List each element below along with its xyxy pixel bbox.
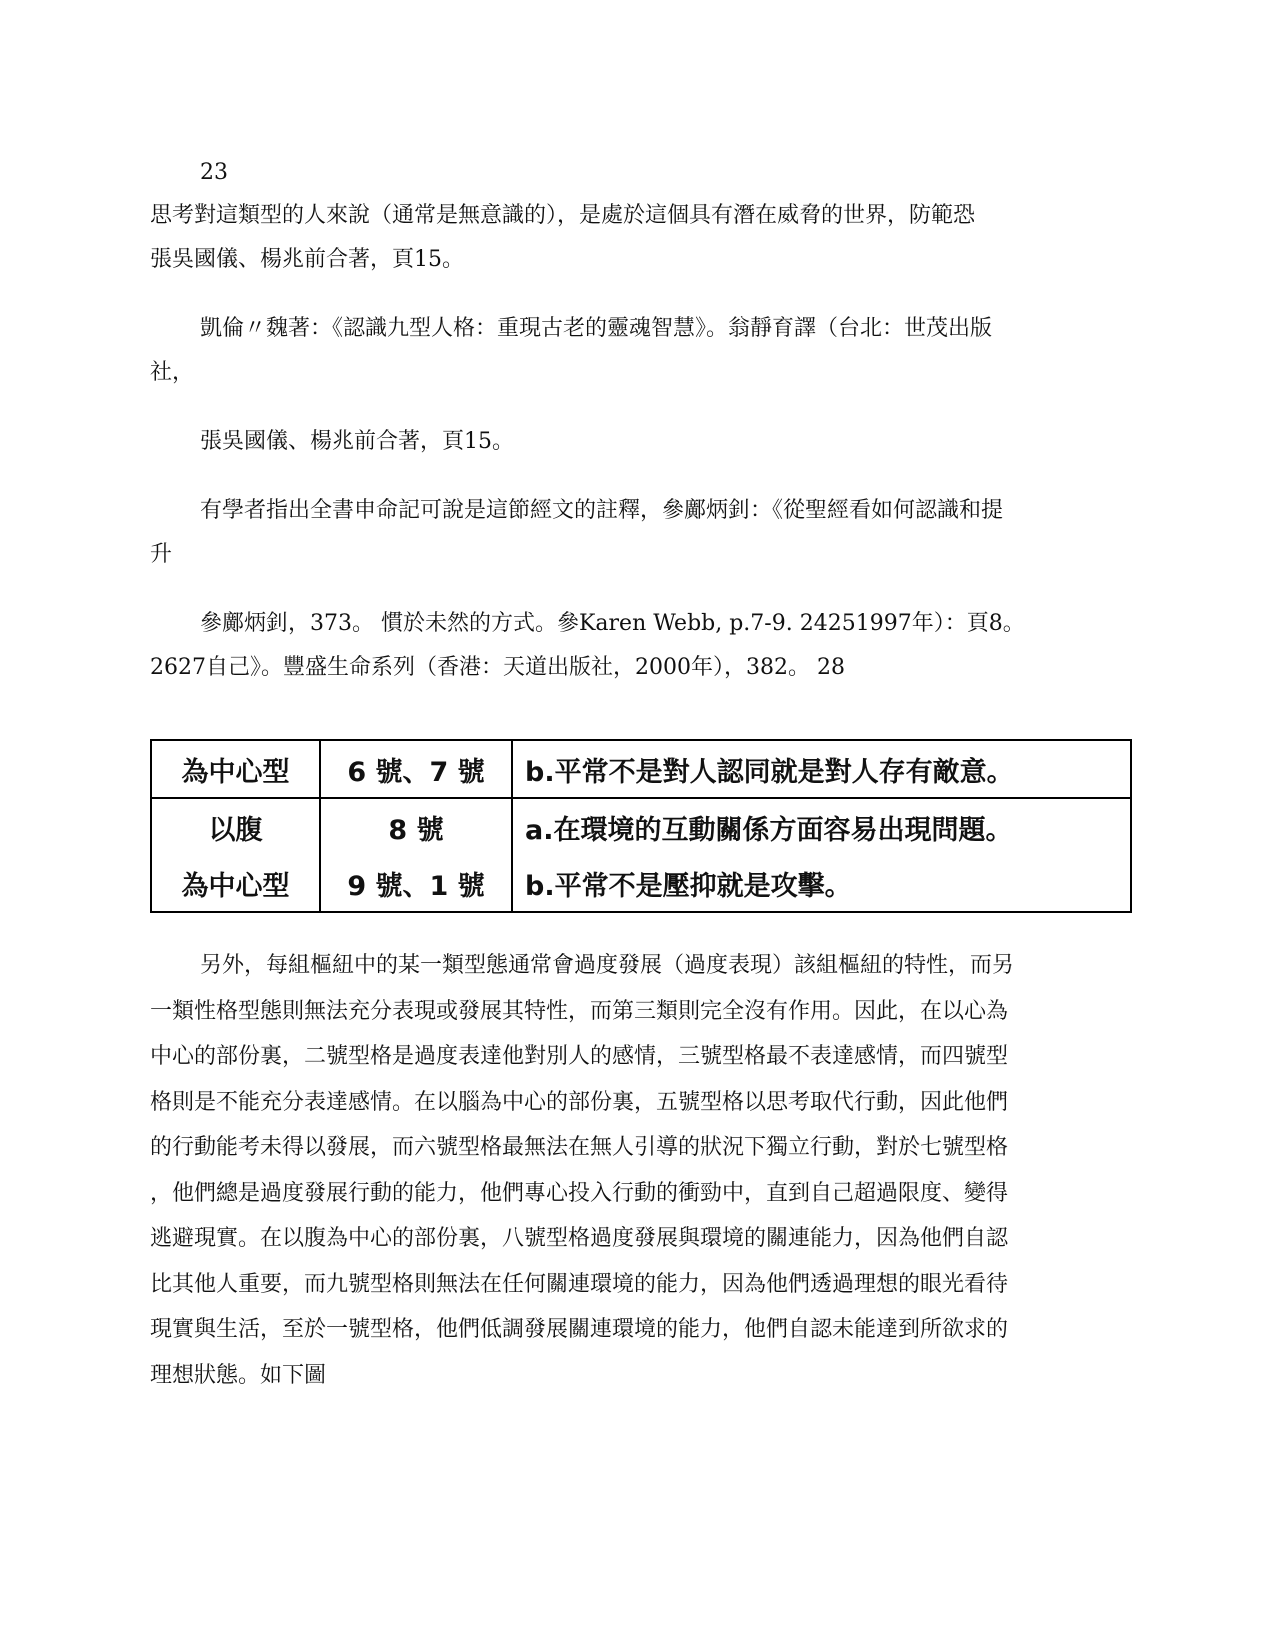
- footnote-line: 參鄺炳釗，373。 慣於未然的方式。參Karen Webb, p.7-9. 24251997年）：頁8。: [200, 611, 1025, 636]
- footnote-line: 有學者指出全書申命記可說是這節經文的註釋，參鄺炳釗：《從聖經看如何認識和提: [200, 498, 1004, 523]
- body-line: ，他們總是過度發展行動的能力，他們專心投入行動的衝勁中，直到自己超過限度、變得: [150, 1180, 1009, 1206]
- table-row: [151, 740, 1131, 798]
- body-line: 中心的部份裏，二號型格是過度表達他對別人的感情，三號型格最不表達感情，而四號型: [150, 1044, 1009, 1069]
- body-paragraph: [150, 943, 1120, 1398]
- table-cell-center: 以腹: [151, 798, 320, 855]
- table-cell-types: 8 號: [320, 798, 512, 855]
- footnote-line: 凱倫〃魏著：《認識九型人格：重現古老的靈魂智慧》。翁靜育譯（台北：世茂出版: [200, 316, 993, 341]
- body-line: 比其他人重要，而九號型格則無法在任何關連環境的能力，因為他們透過理想的眼光看待: [150, 1271, 1009, 1297]
- table-row: [151, 855, 1131, 912]
- table-cell-types: 6 號、7 號: [320, 740, 512, 798]
- body-line: 現實與生活，至於一號型格，他們低調發展關連環境的能力，他們自認未能達到所欲求的: [150, 1317, 1009, 1342]
- body-line: 理想狀態。如下圖: [150, 1362, 327, 1388]
- footnote-line: 思考對這類型的人來說（通常是無意識的），是處於這個具有潛在威脅的世界，防範恐: [150, 203, 976, 228]
- table-cell-center: 為中心型: [151, 740, 320, 798]
- table-cell-trait: b.平常不是壓抑就是攻擊。: [512, 855, 1131, 912]
- footnote-line: 升: [150, 542, 173, 567]
- body-line: 的行動能考未得以發展，而六號型格最無法在無人引導的狀況下獨立行動，對於七號型格: [150, 1135, 1009, 1160]
- body-line: 另外，每組樞紐中的某一類型態通常會過度發展（過度表現）該組樞紐的特性，而另: [200, 953, 1015, 978]
- table-cell-center: 為中心型: [151, 855, 320, 912]
- enneagram-center-table: [150, 739, 1132, 913]
- body-line: 格則是不能充分表達感情。在以腦為中心的部份裏，五號型格以思考取代行動，因此他們: [150, 1089, 1009, 1115]
- table-cell-trait: b.平常不是對人認同就是對人存有敵意。: [512, 740, 1131, 798]
- table-cell-types: 9 號、1 號: [320, 855, 512, 912]
- body-line: 一類性格型態則無法充分表現或發展其特性，而第三類則完全沒有作用。因此，在以心為: [150, 998, 1009, 1024]
- footnote-line: 張吳國儀、楊兆前合著，頁15。: [200, 429, 514, 454]
- footnote-line: 張吳國儀、楊兆前合著，頁15。: [150, 247, 464, 272]
- table-row: [151, 798, 1131, 855]
- page-number: 23: [200, 160, 228, 185]
- table-cell-trait: a.在環境的互動關係方面容易出現問題。: [512, 798, 1131, 855]
- footnote-line: 2627自己》。豐盛生命系列（香港：天道出版社，2000年），382。 28: [150, 655, 845, 680]
- body-line: 逃避現實。在以腹為中心的部份裏，八號型格過度發展與環境的關連能力，因為他們自認: [150, 1226, 1009, 1251]
- footnote-line: 社，: [150, 360, 195, 385]
